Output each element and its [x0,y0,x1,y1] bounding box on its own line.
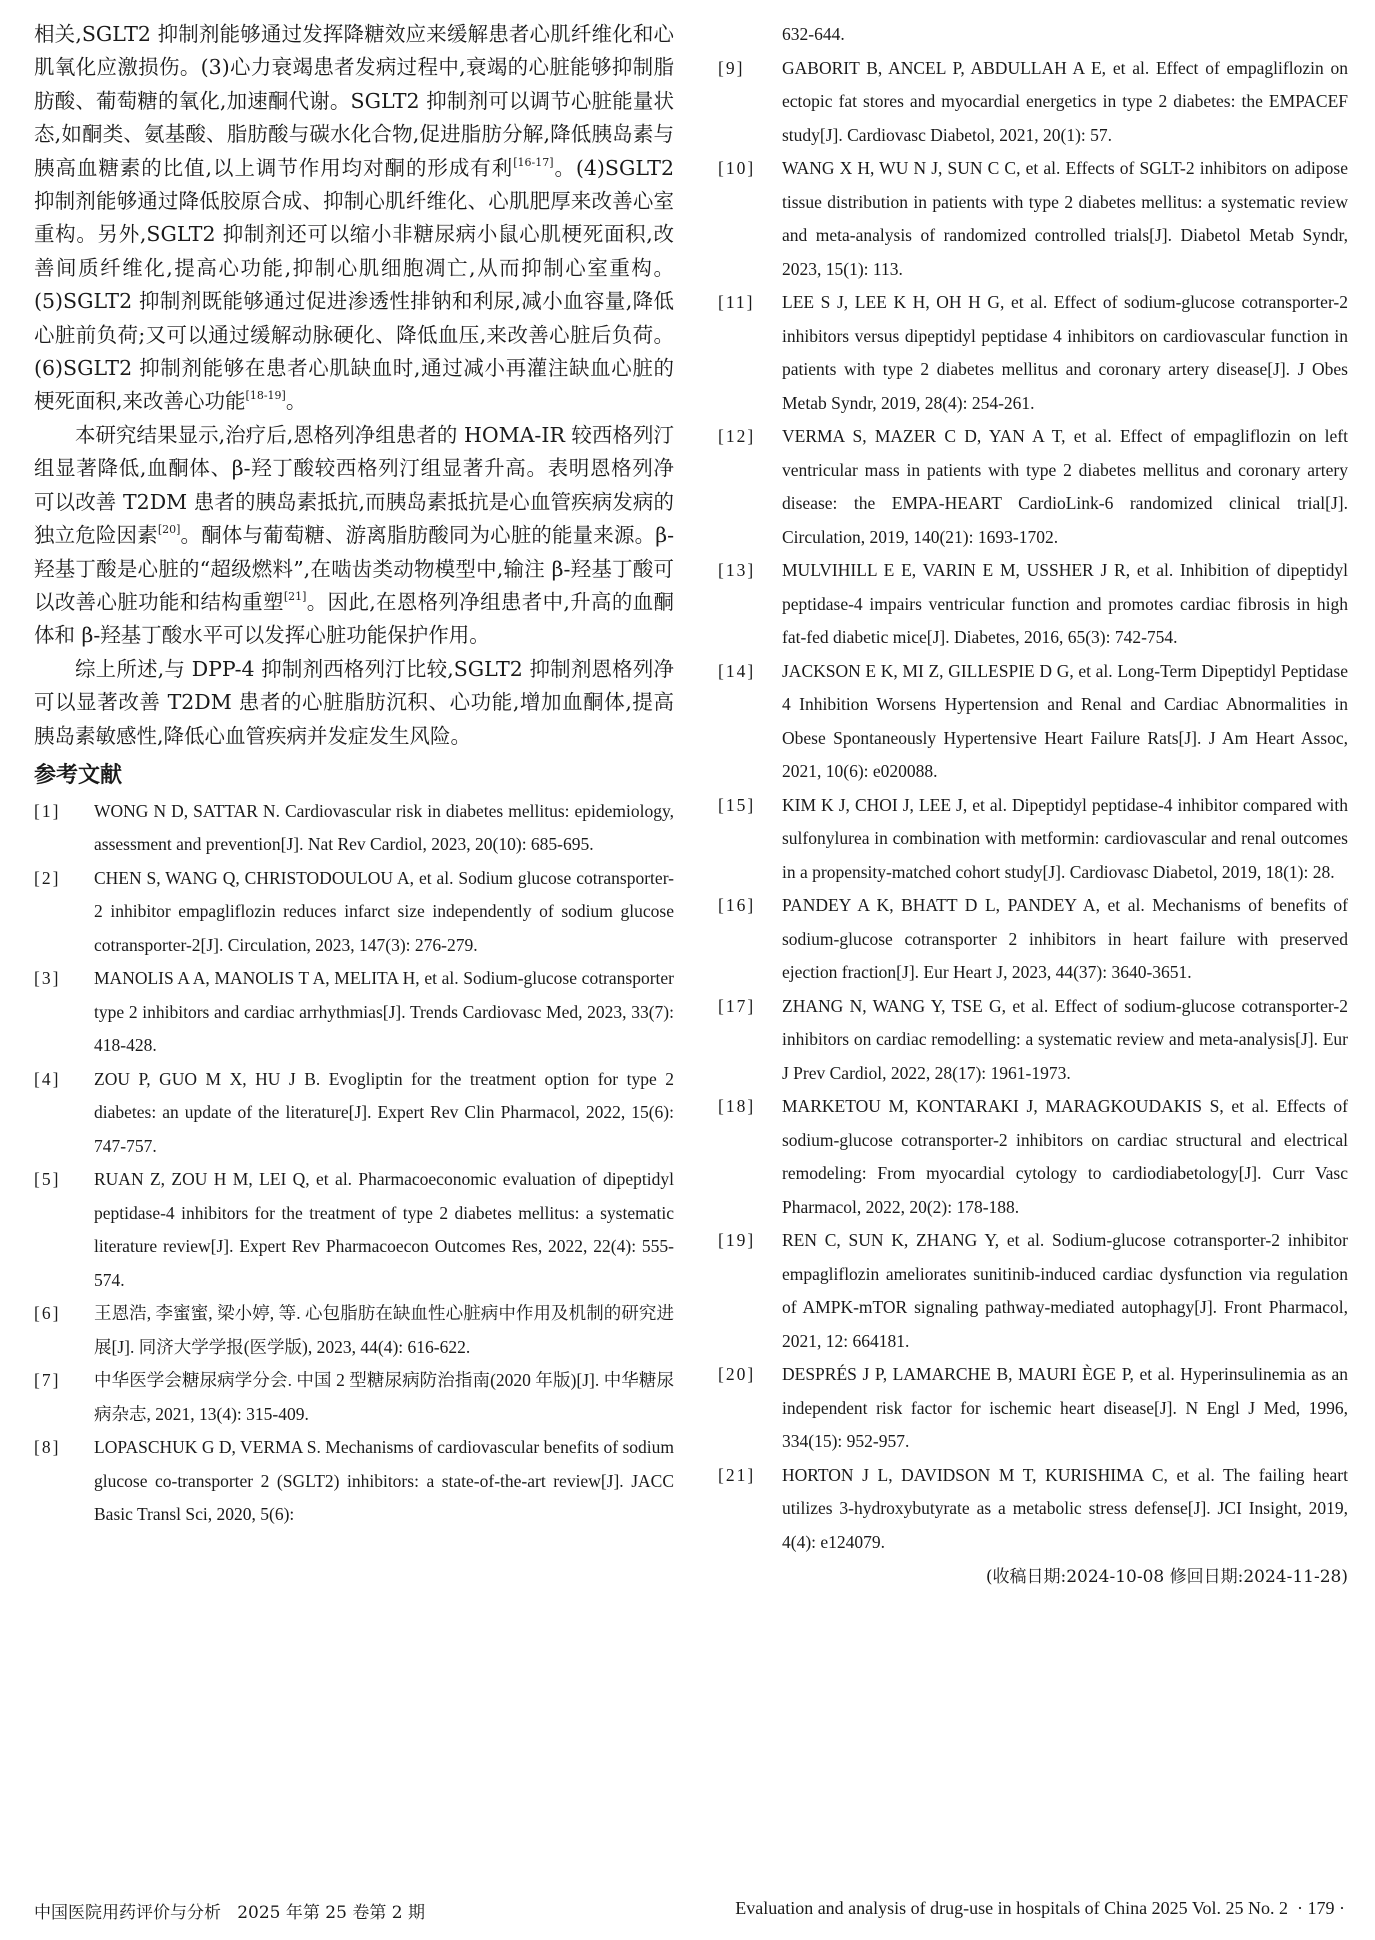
reference-text: DESPRÉS J P, LAMARCHE B, MAURI ÈGE P, et al. Hyperinsulinemia as an independent risk factor for ischemic heart disease[J]. N Engl J Med, 1996, 334(15): 952-957. [782,1364,1348,1451]
reference-text: MARKETOU M, KONTARAKI J, MARAGKOUDAKIS S, et al. Effects of sodium-glucose cotransporter-2 inhibitors on cardiac structural and electrical remodeling: From myocardial cytology to cardiodiabetology[J]. Curr Vasc Pharmacol, 2022, 20(2): 178-188. [782,1096,1348,1217]
reference-item [718,52,1348,153]
reference-number: [14] [718,660,756,681]
reference-text: REN C, SUN K, ZHANG Y, et al. Sodium-glucose cotransporter-2 inhibitor empagliflozin ameliorates sunitinib-induced cardiac dysfunction via regulation of AMPK-mTOR signaling pathway-mediated autophagy[J]. Front Pharmacol, 2021, 12: 664181. [782,1230,1348,1351]
reference-text: VERMA S, MAZER C D, YAN A T, et al. Effect of empagliflozin on left ventricular mass in patients with type 2 diabetes mellitus and coronary artery disease: the EMPA-HEART CardioLink-6 randomized clinical trial[J]. Circulation, 2019, 140(21): 1693-1702. [782,426,1348,547]
citation-superscript: [21] [283,589,307,603]
journal-name-chinese: 中国医院用药评价与分析 2025 年第 25 卷第 2 期 [34,1903,425,1923]
reference-number: [4] [34,1068,61,1089]
reference-number: [19] [718,1230,756,1250]
reference-item [34,1063,674,1164]
citation-superscript: [18-19] [245,389,286,403]
body-paragraph: 综上所述,与 DPP-4 抑制剂西格列汀比较,SGLT2 抑制剂恩格列净可以显著改善 T2DM 患者的心脏脂肪沉积、心功能,增加血酮体,提高胰岛素敏感性,降低心血管疾病并发症发生风险。 [34,656,674,748]
reference-number: [9] [718,57,745,78]
reference-item [718,655,1348,789]
left-column [34,18,674,1532]
reference-text: MANOLIS A A, MANOLIS T A, MELITA H, et al. Sodium-glucose cotransporter type 2 inhibitors and cardiac arrhythmias[J]. Trends Cardiovasc Med, 2023, 33(7): 418-428. [94,968,674,1056]
reference-number: [21] [718,1464,756,1485]
reference-item [34,1163,674,1297]
reference-text: HORTON J L, DAVIDSON M T, KURISHIMA C, et al. The failing heart utilizes 3-hydroxybutyrate as a metabolic stress defense[J]. JCI Insight, 2019, 4(4): e124079. [782,1464,1348,1552]
reference-item [34,795,674,862]
reference-number: [15] [718,794,756,815]
reference-number: [13] [718,560,756,580]
reference-text: KIM K J, CHOI J, LEE J, et al. Dipeptidyl peptidase-4 inhibitor compared with sulfonylurea in combination with metformin: cardiovascular and renal outcomes in a propensity-matched cohort study[J]. Cardiovasc Diabetol, 2019, 18(1): 28. [782,794,1348,882]
reference-number: [17] [718,995,756,1016]
reference-number: [1] [34,800,61,821]
reference-item [718,1358,1348,1459]
reference-number: [12] [718,426,756,446]
reference-text: 王恩浩, 李蜜蜜, 梁小婷, 等. 心包脂肪在缺血性心脏病中作用及机制的研究进展[J]. 同济大学学报(医学版), 2023, 44(4): 616-622. [94,1303,674,1357]
body-paragraph: 相关,SGLT2 抑制剂能够通过发挥降糖效应来缓解患者心肌纤维化和心肌氧化应激损伤。(3)心力衰竭患者发病过程中,衰竭的心脏能够抑制脂肪酸、葡萄糖的氧化,加速酮代谢。SGLT2 抑制剂可以调节心脏能量状态,如酮类、氨基酸、脂肪酸与碳水化合物,促进脂肪分解,降低胰岛素与胰高血糖素的比值,以上调节作用均对酮的形成有利[16-17]。(4)SGLT2 抑制剂能够通过降低胶原合成、抑制心肌纤维化、心肌肥厚来改善心室重构。另外,SGLT2 抑制剂还可以缩小非糖尿病小鼠心肌梗死面积,改善间质纤维化,提高心功能,抑制心肌细胞凋亡,从而抑制心室重构。(5)SGLT2 抑制剂既能够通过促进渗透性排钠和利尿,减小血容量,降低心脏前负荷;又可以通过缓解动脉硬化、降低血压,来改善心脏后负荷。(6)SGLT2 抑制剂能够在患者心肌缺血时,通过减小再灌注缺血心脏的梗死面积,来改善心功能[18-19]。 [34,22,675,414]
body-paragraph: 本研究结果显示,治疗后,恩格列净组患者的 HOMA-IR 较西格列汀组显著降低,血酮体、β-羟丁酸较西格列汀组显著升高。表明恩格列净可以改善 T2DM 患者的胰岛素抵抗,而胰岛素抵抗是心血管疾病发病的独立危险因素[20]。酮体与葡萄糖、游离脂肪酸同为心脏的能量来源。β-羟基丁酸是心脏的“超级燃料”,在啮齿类动物模型中,输注 β-羟基丁酸可以改善心脏功能和结构重塑[21]。因此,在恩格列净组患者中,升高的血酮体和 β-羟基丁酸水平可以发挥心脏功能保护作用。 [34,422,674,648]
reference-item [718,152,1348,286]
reference-text: LEE S J, LEE K H, OH H G, et al. Effect of sodium-glucose cotransporter-2 inhibitors versus dipeptidyl peptidase 4 inhibitors on cardiovascular function in patients with type 2 diabetes mellitus and coronary artery disease[J]. J Obes Metab Syndr, 2019, 28(4): 254-261. [782,292,1348,413]
reference-number: [6] [34,1303,61,1324]
reference-item [718,286,1348,420]
reference-item [34,862,674,963]
reference-item [34,1364,674,1431]
reference-item [718,554,1348,655]
reference-text: MULVIHILL E E, VARIN E M, USSHER J R, et al. Inhibition of dipeptidyl peptidase-4 impairs ventricular function and promotes cardiac fibrosis in high fat-fed diabetic mice[J]. Diabetes, 2016, 65(3): 742-754. [782,560,1348,647]
reference-number: [11] [718,292,755,312]
reference-number: [5] [34,1169,61,1190]
reference-item [718,1090,1348,1224]
received-revised-dates: (收稿日期:2024-10-08 修回日期:2024-11-28) [985,1567,1348,1587]
references-heading: 参考文献 [34,762,123,788]
reference-item [718,420,1348,554]
reference-text: ZHANG N, WANG Y, TSE G, et al. Effect of sodium-glucose cotransporter-2 inhibitors on cardiac remodelling: a systematic review and meta-analysis[J]. Eur J Prev Cardiol, 2022, 28(17): 1961-1973. [782,995,1348,1083]
reference-continuation: 632-644. [782,24,845,44]
reference-text: PANDEY A K, BHATT D L, PANDEY A, et al. Mechanisms of benefits of sodium-glucose cotransporter 2 inhibitors in heart failure with preserved ejection fraction[J]. Eur Heart J, 2023, 44(37): 3640-3651. [782,895,1348,982]
reference-item [718,990,1348,1091]
reference-number: [10] [718,158,756,178]
reference-number: [2] [34,867,61,888]
right-column [718,18,1348,1593]
reference-item [34,1297,674,1364]
reference-item [718,789,1348,890]
reference-text: RUAN Z, ZOU H M, LEI Q, et al. Pharmacoeconomic evaluation of dipeptidyl peptidase-4 inhibitors for the treatment of type 2 diabetes mellitus: a systematic literature review[J]. Expert Rev Pharmacoecon Outcomes Res, 2022, 22(4): 555-574. [94,1169,674,1290]
reference-item [718,1224,1348,1358]
page-footer [34,1898,1345,1928]
reference-item [718,1459,1348,1560]
reference-item [34,1431,674,1532]
reference-text: CHEN S, WANG Q, CHRISTODOULOU A, et al. Sodium glucose cotransporter-2 inhibitor empagliflozin reduces infarct size independently of sodium glucose cotransporter-2[J]. Circulation, 2023, 147(3): 276-279. [94,867,674,955]
reference-item [34,962,674,1063]
reference-text: 中华医学会糖尿病学分会. 中国 2 型糖尿病防治指南(2020 年版)[J]. 中华糖尿病杂志, 2021, 13(4): 315-409. [94,1370,674,1424]
reference-number: [3] [34,968,61,989]
reference-number: [7] [34,1370,61,1391]
citation-superscript: [20] [157,523,181,537]
reference-number: [16] [718,895,756,915]
citation-superscript: [16-17] [513,155,554,169]
reference-text: JACKSON E K, MI Z, GILLESPIE D G, et al. Long-Term Dipeptidyl Peptidase 4 Inhibition Worsens Hypertension and Renal and Cardiac Abnormalities in Obese Spontaneously Hypertensive Heart Failure Rats[J]. J Am Heart Assoc, 2021, 10(6): e020088. [782,660,1348,781]
reference-text: GABORIT B, ANCEL P, ABDULLAH A E, et al. Effect of empagliflozin on ectopic fat stores and myocardial energetics in type 2 diabetes: the EMPACEF study[J]. Cardiovasc Diabetol, 2021, 20(1): 57. [782,57,1348,145]
reference-number: [18] [718,1096,756,1116]
reference-number: [20] [718,1364,756,1384]
reference-number: [8] [34,1437,61,1458]
reference-text: ZOU P, GUO M X, HU J B. Evogliptin for the treatment option for type 2 diabetes: an update of the literature[J]. Expert Rev Clin Pharmacol, 2022, 15(6): 747-757. [94,1068,674,1156]
reference-text: LOPASCHUK G D, VERMA S. Mechanisms of cardiovascular benefits of sodium glucose co-transporter 2 (SGLT2) inhibitors: a state-of-the-art review[J]. JACC Basic Transl Sci, 2020, 5(6): [94,1437,674,1525]
reference-text: WONG N D, SATTAR N. Cardiovascular risk in diabetes mellitus: epidemiology, assessment and prevention[J]. Nat Rev Cardiol, 2023, 20(10): 685-695. [94,800,674,855]
reference-item [718,889,1348,990]
journal-name-english: Evaluation and analysis of drug-use in hospitals of China 2025 Vol. 25 No. 2 · 179 · [735,1898,1345,1918]
reference-text: WANG X H, WU N J, SUN C C, et al. Effects of SGLT-2 inhibitors on adipose tissue distribution in patients with type 2 diabetes mellitus: a systematic review and meta-analysis of randomized controlled trials[J]. Diabetol Metab Syndr, 2023, 15(1): 113. [782,158,1348,279]
